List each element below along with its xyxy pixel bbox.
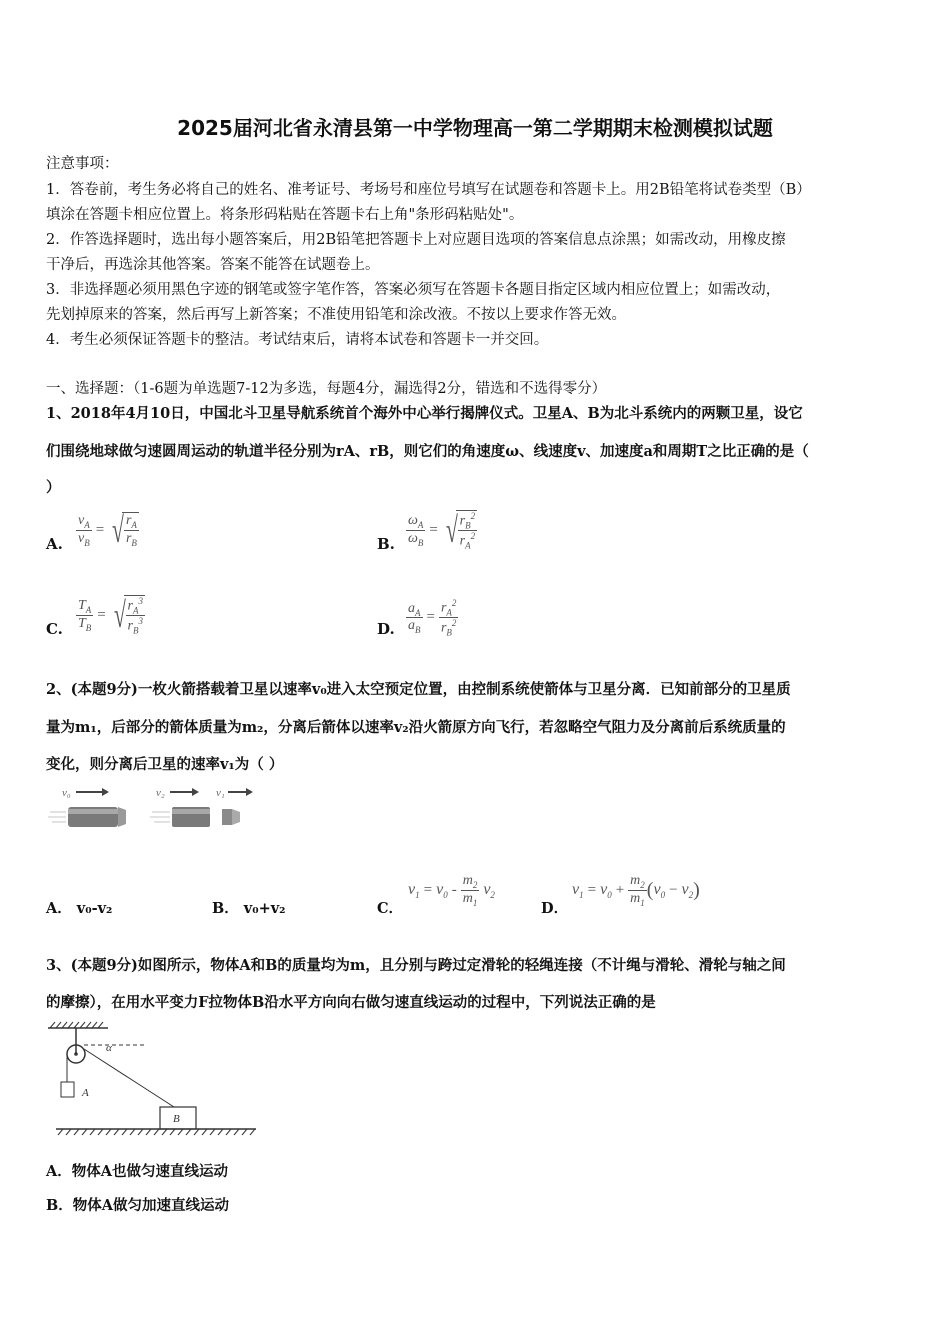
svg-text:α: α	[106, 1042, 112, 1054]
notice-line: 1．答卷前，考生务必将自己的姓名、准考证号、考场号和座位号填写在试题卷和答题卡上。用2B铅笔将试卷类型（B）	[46, 182, 811, 198]
pulley-figure	[46, 1020, 286, 1142]
q2-option-c-label: C．	[377, 900, 404, 917]
notice-line: 2．作答选择题时，选出每小题答案后，用2B铅笔把答题卡上对应题目选项的答案信息点涂黑；如需改动，用橡皮擦	[46, 232, 786, 248]
q2-option-d-formula: $v_1 = v_0$ + $\frac{m_2}{m_1}$ $(v_0 - v_2)$	[572, 873, 700, 908]
notice-line: 填涂在答题卡相应位置上。将条形码粘贴在答题卡右上角"条形码粘贴处"。	[46, 207, 524, 223]
q3-option-b: B．物体A做匀加速直线运动	[46, 1197, 230, 1214]
q2-text: 变化，则分离后卫星的速率v₁为（ ）	[46, 756, 284, 773]
q2-option-b: B． v₀+v₂	[212, 900, 286, 917]
q1-option-a-formula: $\frac{v_A}{v_B}$ = √ $\frac{r_A}{r_B}$	[78, 510, 137, 550]
q1-option-a-label: A.	[46, 535, 63, 553]
q1-option-c-label: C.	[46, 620, 63, 638]
rocket-separation-figure	[46, 782, 261, 834]
q1-option-d-formula: $\frac{a_A}{a_B}$ = $\frac{r_A^2}{r_B^2}$	[408, 598, 457, 638]
svg-text:v₁: v₁	[216, 787, 225, 799]
notice-line: 3．非选择题必须用黑色字迹的钢笔或签字笔作答，答案必须写在答题卡各题目指定区域内相应位置上；如需改动，	[46, 282, 781, 298]
svg-text:v₀: v₀	[62, 787, 71, 799]
q1-option-c-formula: $\frac{T_A}{T_B}$ = √ $\frac{r_A^3}{r_B^3}$	[78, 595, 143, 636]
q2-option-c-formula: $v_1 = v_0$ - $\frac{m_2}{m_1}$ $v_2$	[408, 873, 495, 908]
q2-option-d-label: D．	[541, 900, 569, 917]
q1-text: 1、2018年4月10日，中国北斗卫星导航系统首个海外中心举行揭牌仪式。卫星A、B为北斗系统内的两颗卫星，设它	[46, 405, 803, 422]
q1-option-d-label: D.	[377, 620, 395, 638]
q2-text: 2、(本题9分)一枚火箭搭载着卫星以速率v₀进入太空预定位置，由控制系统使箭体与卫星分离．已知前部分的卫星质	[46, 681, 791, 698]
q2-text: 量为m₁，后部分的箭体质量为m₂，分离后箭体以速率v₂沿火箭原方向飞行，若忽略空气阻力及分离前后系统质量的	[46, 719, 786, 736]
notice-line: 干净后，再选涂其他答案。答案不能答在试题卷上。	[46, 257, 380, 273]
svg-text:B: B	[173, 1113, 180, 1125]
exam-title: 2025届河北省永清县第一中学物理高一第二学期期末检测模拟试题	[177, 116, 773, 140]
notice-heading: 注意事项：	[46, 156, 119, 172]
svg-text:v₂: v₂	[156, 787, 165, 799]
notice-line: 4．考生必须保证答题卡的整洁。考试结束后，请将本试卷和答题卡一并交回。	[46, 332, 549, 348]
q3-text: 的摩擦），在用水平变力F拉物体B沿水平方向向右做匀速直线运动的过程中，下列说法正确的是	[46, 994, 656, 1011]
q1-option-b-label: B.	[377, 535, 395, 553]
notice-line: 先划掉原来的答案，然后再写上新答案；不准使用铅笔和涂改液。不按以上要求作答无效。	[46, 307, 626, 323]
q1-text: 们围绕地球做匀速圆周运动的轨道半径分别为rA、rB，则它们的角速度ω、线速度v、加速度a和周期T之比正确的是（	[46, 443, 809, 460]
q3-text: 3、(本题9分)如图所示，物体A和B的质量均为m，且分别与跨过定滑轮的轻绳连接（不计绳与滑轮、滑轮与轴之间	[46, 957, 786, 974]
section-heading: 一、选择题：（1-6题为单选题7-12为多选，每题4分，漏选得2分，错选和不选得零分）	[46, 381, 607, 397]
svg-text:A: A	[82, 1087, 89, 1099]
q1-text: ）	[46, 479, 61, 496]
q2-option-a: A． v₀-v₂	[46, 900, 113, 917]
q3-option-a: A．物体A也做匀速直线运动	[46, 1163, 228, 1180]
q1-option-b-formula: $\frac{\omega_A}{\omega_B}$ = √ $\frac{r_B^2}{r_A^2}$	[408, 510, 476, 551]
